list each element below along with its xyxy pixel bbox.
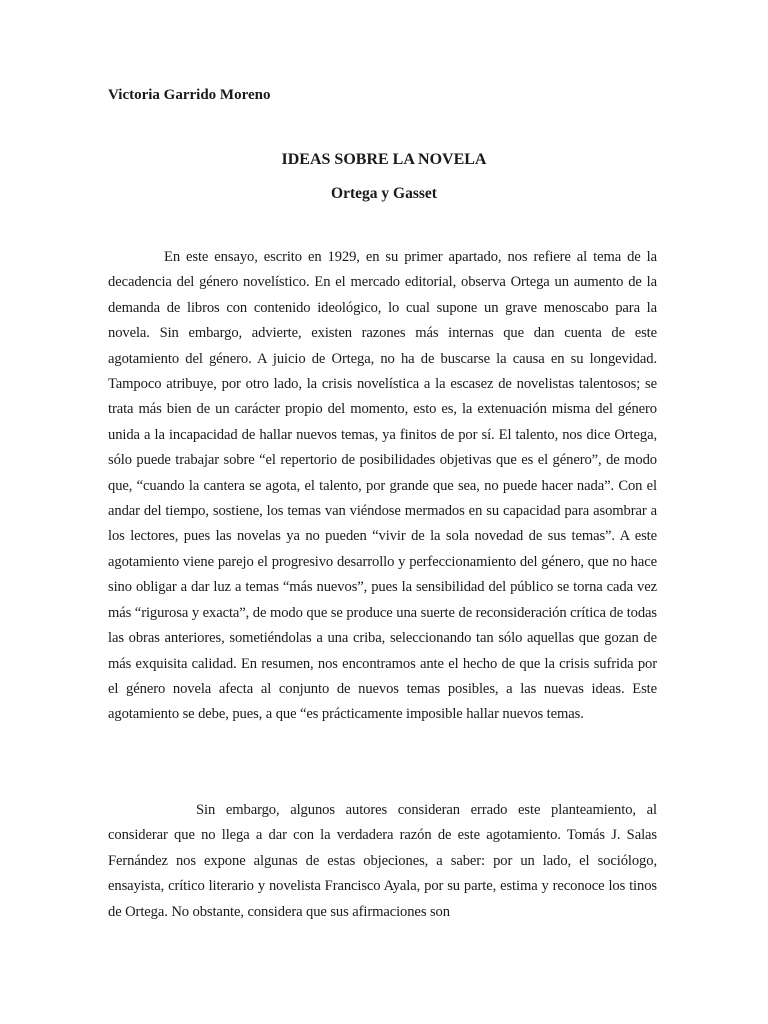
document-subtitle: Ortega y Gasset [331,185,437,202]
body-paragraph-1: En este ensayo, escrito en 1929, en su primer apartado, nos refiere al tema de la decadencia del género novelístico. En el mercado editorial, observa Ortega un aumento de la demanda de libros con contenido ideológico, lo cual supone un grave menoscabo para la novela. Sin embargo, advierte, existen razones más internas que dan cuenta de este agotamiento del género. A juicio de Ortega, no ha de buscarse la causa en su longevidad. Tampoco atribuye, por otro lado, la crisis novelística a la escasez de novelistas talentosos; se trata más bien de un carácter propio del momento, esto es, la extenuación misma del género unida a la incapacidad de hallar nuevos temas, ya finitos de por sí. El talento, nos dice Ortega, sólo puede trabajar sobre “el repertorio de posibilidades objetivas que es el género”, de modo que, “cuando la cantera se agota, el talento, por grande que sea, no puede hacer nada”. Con el andar del tiempo, sostiene, los temas van viéndose mermados en su capacidad para asombrar a los lectores, pues las novelas ya no pueden “vivir de la sola novedad de sus temas”. A este agotamiento viene parejo el progresivo desarrollo y perfeccionamiento del género, que no hace sino obligar a dar luz a temas “más nuevos”, pues la sensibilidad del público se torna cada vez más “rigurosa y exacta”, de modo que se produce una suerte de reconsideración crítica de todas las obras anteriores, sometiéndolas a una criba, seleccionando tan sólo aquellas que gozan de más exquisita calidad. En resumen, nos encontramos ante el hecho de que la crisis sufrida por el género novela afecta al conjunto de nuevos temas posibles, a las nuevas ideas. Este agotamiento se debe, pues, a que “es prácticamente imposible hallar nuevos temas. [108,249,657,723]
author-name: Victoria Garrido Moreno [108,87,271,103]
document-title: IDEAS SOBRE LA NOVELA [281,151,487,168]
body-paragraph-2: Sin embargo, algunos autores consideran errado este planteamiento, al considerar que no llega a dar con la verdadera razón de este agotamiento. Tomás J. Salas Fernández nos expone algunas de estas objeciones, a saber: por un lado, el sociólogo, ensayista, crítico literario y novelista Francisco Ayala, por su parte, estima y reconoce los tinos de Ortega. No obstante, considera que sus afirmaciones son [108,802,657,920]
